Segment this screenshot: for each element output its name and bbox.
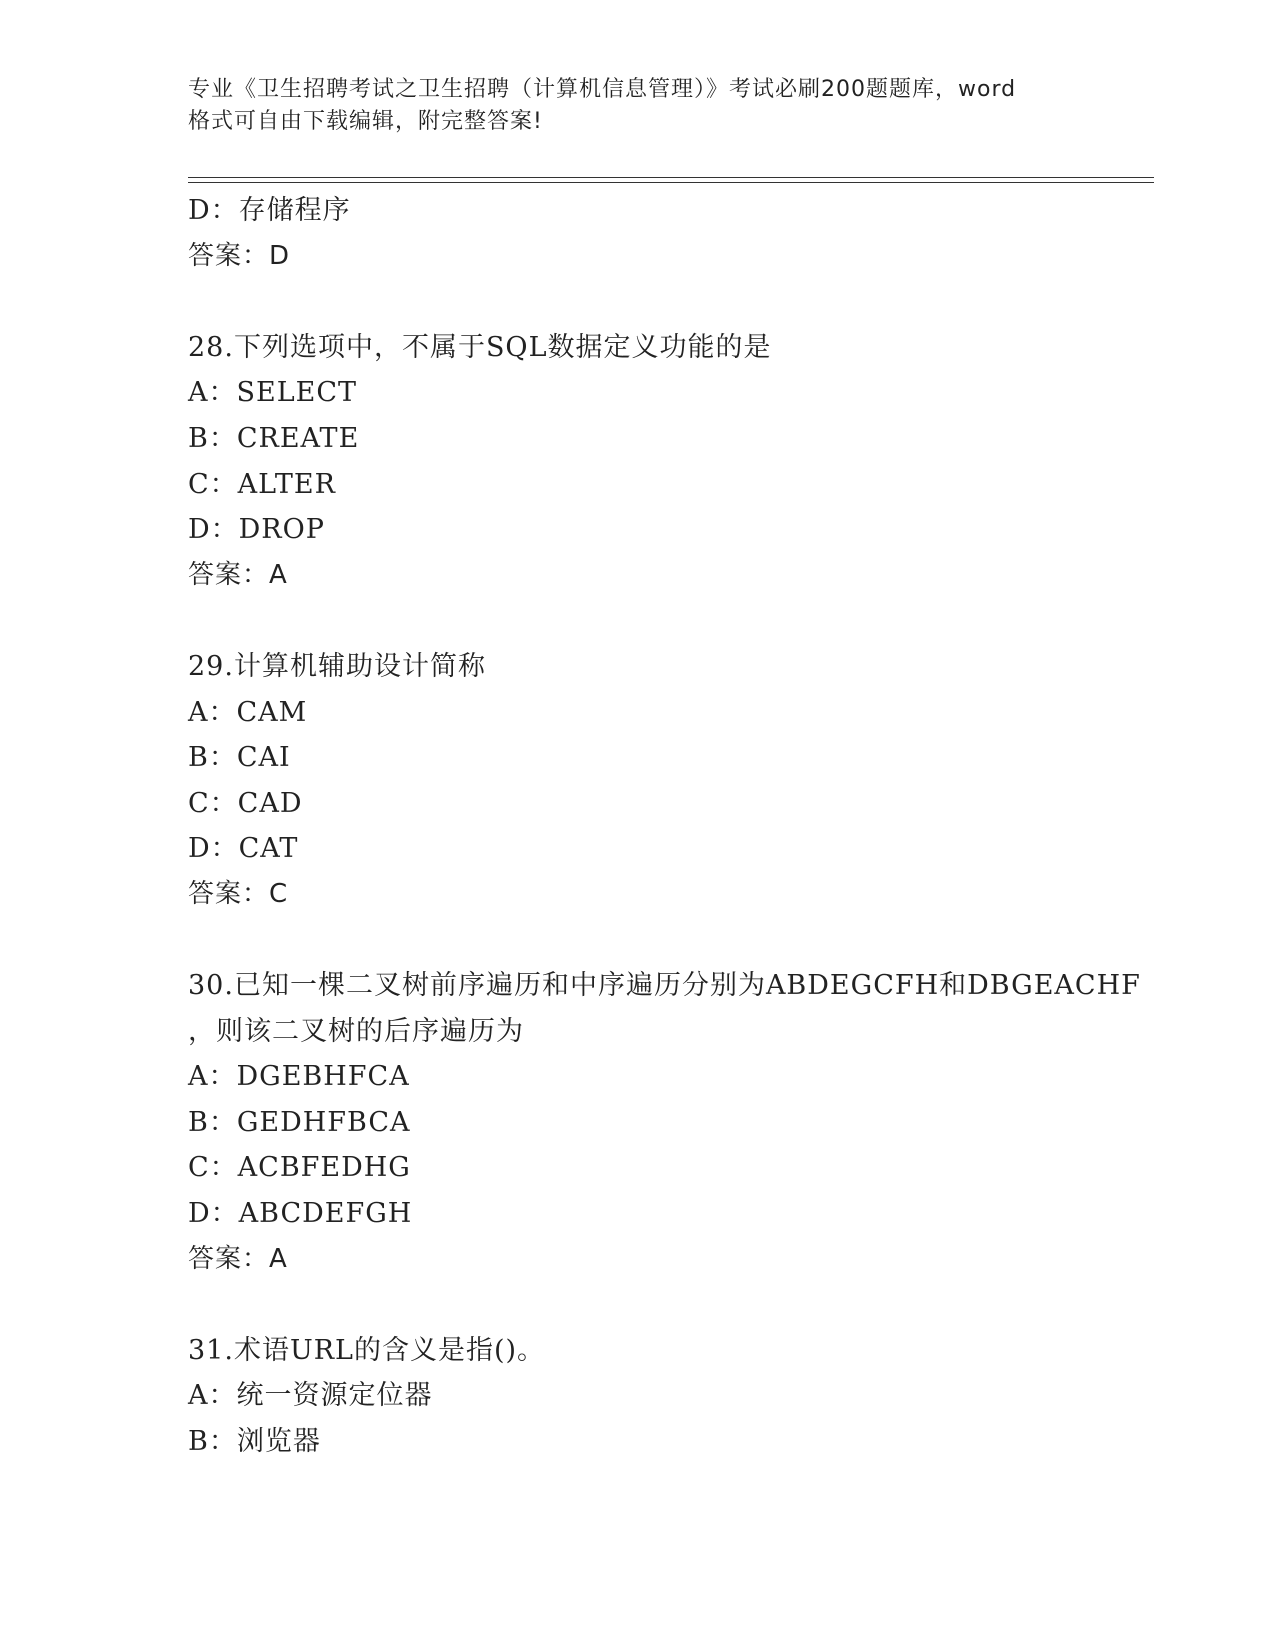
spacer: [188, 918, 1148, 964]
option-a: A：统一资源定位器: [188, 1380, 433, 1412]
spacer: [188, 279, 1148, 325]
option-b: B：浏览器: [188, 1426, 321, 1458]
header-line-2: 格式可自由下载编辑，附完整答案!: [188, 109, 543, 134]
prev-answer: 答案：D: [188, 240, 291, 271]
option-a: A：CAM: [188, 696, 308, 728]
option-d: D：DROP: [188, 514, 325, 546]
question-stem-continued: ，则该二叉树的后序遍历为: [188, 1015, 524, 1047]
question-stem: 31.术语URL的含义是指()。: [188, 1334, 546, 1366]
header-rule-bottom: [188, 182, 1154, 183]
option-a: A：SELECT: [188, 377, 358, 409]
option-d: D：ABCDEFGH: [188, 1198, 413, 1230]
question-stem: 29.计算机辅助设计简称: [188, 650, 486, 682]
question-stem: 28.下列选项中，不属于SQL数据定义功能的是: [188, 331, 772, 363]
option-c: C：CAD: [188, 787, 303, 819]
prev-option-d: D：存储程序: [188, 195, 351, 226]
answer: 答案：A: [188, 559, 288, 590]
header-line-1: 专业《卫生招聘考试之卫生招聘（计算机信息管理）》考试必刷200题题库，word: [188, 77, 1017, 102]
question-list: [188, 188, 1148, 1465]
document-header: [188, 74, 1088, 138]
header-rule-top: [188, 177, 1154, 178]
option-c: C：ACBFEDHG: [188, 1152, 411, 1184]
spacer: [188, 598, 1148, 644]
question-stem: 30.已知一棵二叉树前序遍历和中序遍历分别为ABDEGCFH和DBGEACHF: [188, 970, 1141, 1002]
option-a: A：DGEBHFCA: [188, 1061, 410, 1093]
option-d: D：CAT: [188, 833, 299, 865]
option-b: B：CAI: [188, 742, 291, 774]
option-b: B：GEDHFBCA: [188, 1106, 411, 1138]
spacer: [188, 1282, 1148, 1328]
option-b: B：CREATE: [188, 422, 360, 454]
answer: 答案：A: [188, 1243, 288, 1274]
option-c: C：ALTER: [188, 468, 336, 500]
answer: 答案：C: [188, 878, 289, 909]
